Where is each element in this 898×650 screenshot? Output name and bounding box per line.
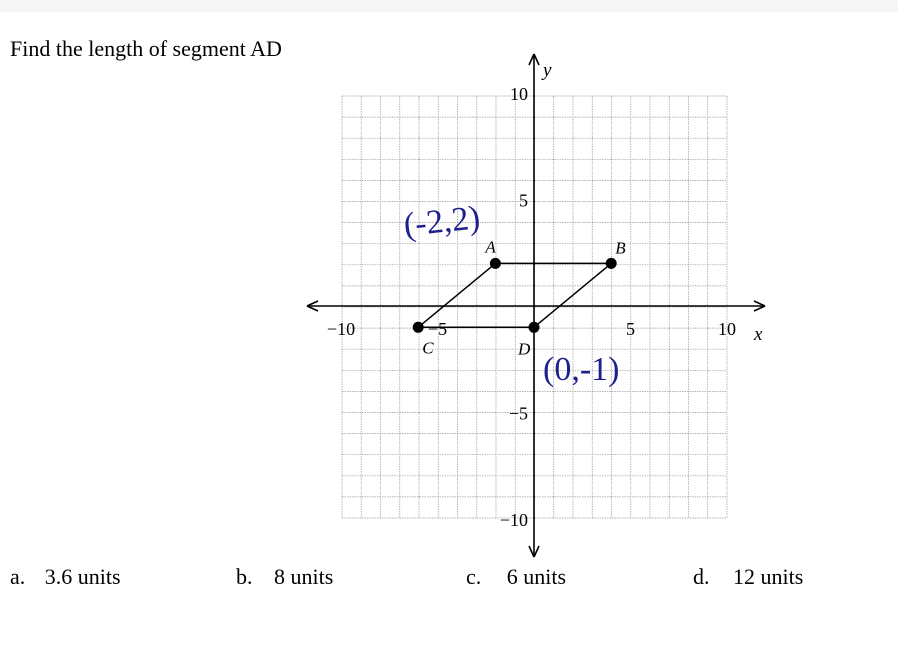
y-tick-label: 10 — [510, 84, 528, 104]
point-label-a: A — [485, 237, 496, 257]
y-axis-label: y — [543, 60, 552, 81]
segment-ca — [418, 263, 495, 327]
choice-a-letter: a. — [10, 564, 26, 589]
point-a — [490, 258, 501, 269]
point-label-c: C — [422, 338, 434, 358]
choice-b-text: 8 units — [274, 564, 334, 589]
choice-d-text: 12 units — [733, 564, 804, 589]
choice-c[interactable] — [466, 564, 566, 590]
question-text: Find the length of segment AD — [10, 36, 282, 61]
point-c — [413, 322, 424, 333]
point-d — [529, 322, 540, 333]
point-label-d: D — [518, 339, 531, 359]
handwritten-annotation-d — [543, 351, 619, 388]
annotation-a-text: (-2,2) — [401, 199, 482, 244]
annotation-d-text: (0,-1) — [543, 351, 620, 388]
x-tick-label: 10 — [718, 319, 736, 339]
points — [413, 237, 627, 358]
y-tick-label: 5 — [519, 190, 528, 211]
point-label-b: B — [615, 238, 626, 258]
y-tick-label: −5 — [508, 403, 528, 424]
segment-bd — [534, 263, 611, 327]
choice-d-letter: d. — [693, 564, 710, 589]
x-tick-label: −5 — [427, 319, 448, 339]
choice-c-letter: c. — [466, 564, 482, 589]
x-tick-label: −10 — [326, 319, 356, 339]
point-b — [606, 258, 617, 269]
choice-a[interactable] — [10, 564, 121, 590]
choice-b-letter: b. — [236, 564, 253, 589]
handwritten-annotation-a — [402, 199, 482, 244]
choice-a-text: 3.6 units — [44, 564, 121, 589]
choice-b[interactable] — [236, 564, 333, 590]
x-axis-label: x — [754, 324, 763, 345]
choice-d[interactable] — [693, 564, 803, 590]
x-tick-label: 5 — [626, 319, 635, 339]
y-tick-label: −10 — [499, 510, 528, 530]
axes — [307, 54, 765, 557]
handwritten-annotations — [402, 199, 620, 388]
choice-c-text: 6 units — [506, 564, 567, 589]
parallelogram — [418, 263, 611, 327]
